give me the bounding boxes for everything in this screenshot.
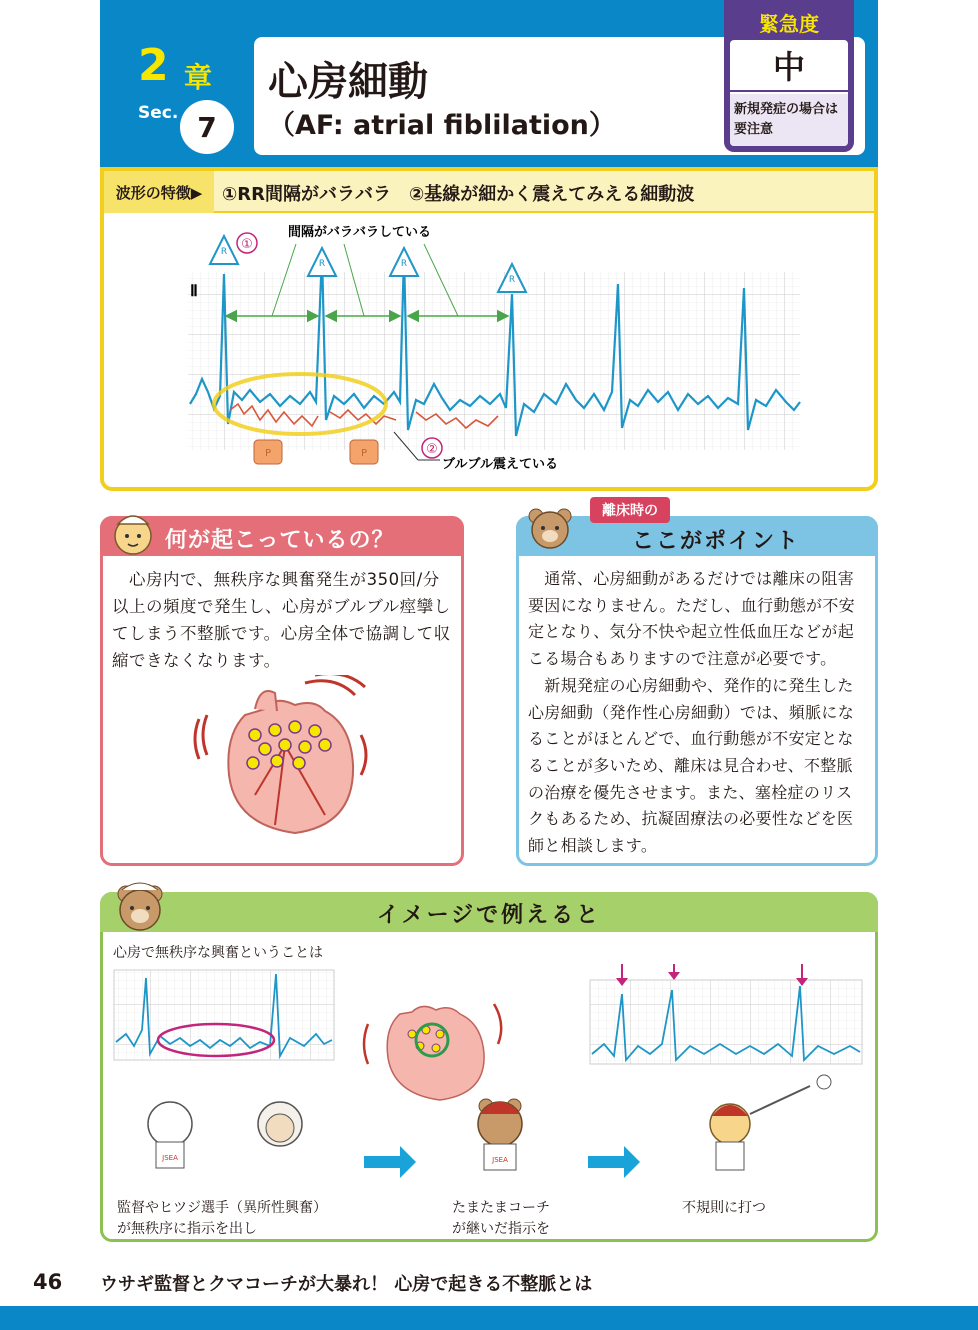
svg-text:R: R [318,259,326,269]
p-wave-character [254,440,282,464]
analogy-heart [364,1004,501,1100]
r-wave-character [210,236,238,264]
r-wave-character [390,248,418,276]
flow-arrow-2 [588,1146,640,1178]
page-title: 心房細動 [268,59,428,105]
analogy-caption-1 [117,1198,327,1240]
f-label: ブルブル震えている [442,457,558,472]
analogy-subtitle: 心房で無秩序な興奮ということは [113,945,323,961]
urgency-label: 緊急度 [759,12,819,36]
flow-arrow-1 [364,1146,416,1178]
chapter-label: 章 [184,61,213,94]
svg-text:JSEA: JSEA [162,1154,178,1162]
caption-2-line-1: たまたまコーチ [452,1200,550,1216]
waveform-tag: 波形の特徴▶ [104,171,214,213]
running-title: ウサギ監督とクマコーチが大暴れ！ 心房で起きる不整脈とは [100,1274,593,1295]
fibrillating-heart-illustration [185,675,385,845]
chapter-number: 2 [138,40,169,91]
waveform-feature-text: ①RR間隔がバラバラ ②基線が細かく震えてみえる細動波 [222,184,695,205]
section-label: Sec. [138,103,179,123]
urgency-note: 新規発症の場合は要注意 [730,94,848,146]
analogy-title: イメージで例えると [376,903,602,928]
ecg-grid [188,272,800,450]
svg-text:P: P [264,448,272,459]
ecg-figure [104,214,874,482]
marker-2-label: ② [426,442,438,457]
footer-bar [0,1306,978,1330]
analogy-caption-2 [452,1198,550,1240]
page-number: 46 [33,1270,63,1294]
manager-rabbit-character [148,1102,192,1168]
what-happens-title: 何が起こっているの？ [165,528,395,553]
analogy-ecg-grid-right [590,980,862,1064]
urgency-level: 中 [730,40,848,92]
svg-text:P: P [360,448,368,459]
analogy-caption-3: 不規則に打つ [682,1200,766,1216]
bedside-point-title: ここがポイント [632,529,801,554]
analogy-illustration [110,964,870,1199]
bedside-paragraph-1: 通常、心房細動があるだけでは離床の阻害要因になりません。ただし、血行動態が不安定となり、気分不快や起立性低血圧などが起こる場合もありますので注意が必要です。 [528,569,855,669]
page-subtitle: （AF: atrial fiblilation） [268,110,616,141]
bedside-tag: 離床時の [590,497,670,523]
r-wave-character [308,248,336,276]
svg-text:R: R [220,247,228,257]
batter-character [710,1075,831,1170]
svg-text:R: R [508,275,516,285]
marker-1-label: ① [241,237,253,252]
urgency-box [730,40,848,146]
nurse-character-icon [108,508,158,558]
section-number: 7 [180,100,234,154]
bear-coach-icon [522,500,578,556]
what-happens-text: 心房内で、無秩序な興奮発生が350回/分以上の頻度で発生し、心房がブルブル痙攣してしまう不整脈です。心房全体で協調して収縮できなくなります。 [112,570,451,670]
caption-2-line-2: が継いだ指示を [452,1221,550,1237]
svg-text:JSEA: JSEA [492,1156,508,1164]
caption-1-line-1: 監督やヒツジ選手（異所性興奮） [117,1200,327,1216]
lead-label: Ⅱ [190,283,198,300]
p-wave-character [350,440,378,464]
sheep-player-character [258,1102,302,1146]
bedside-paragraph-2: 新規発症の心房細動や、発作的に発生した心房細動（発作性心房細動）では、頻脈になることがほとんどで、血行動態が不安定となることが多いため、離床は見合わせ、不整脈の治療を優先させます。また、塞栓症のリスクもあるため、抗凝固療法の必要性などを医師と相談します。 [528,675,855,856]
rr-label: 間隔がバラバラしている [288,225,432,240]
caption-1-line-2: が無秩序に指示を出し [117,1221,257,1237]
bedside-point-text [528,566,868,860]
svg-text:R: R [400,259,408,269]
coach-bear-character [478,1099,522,1170]
